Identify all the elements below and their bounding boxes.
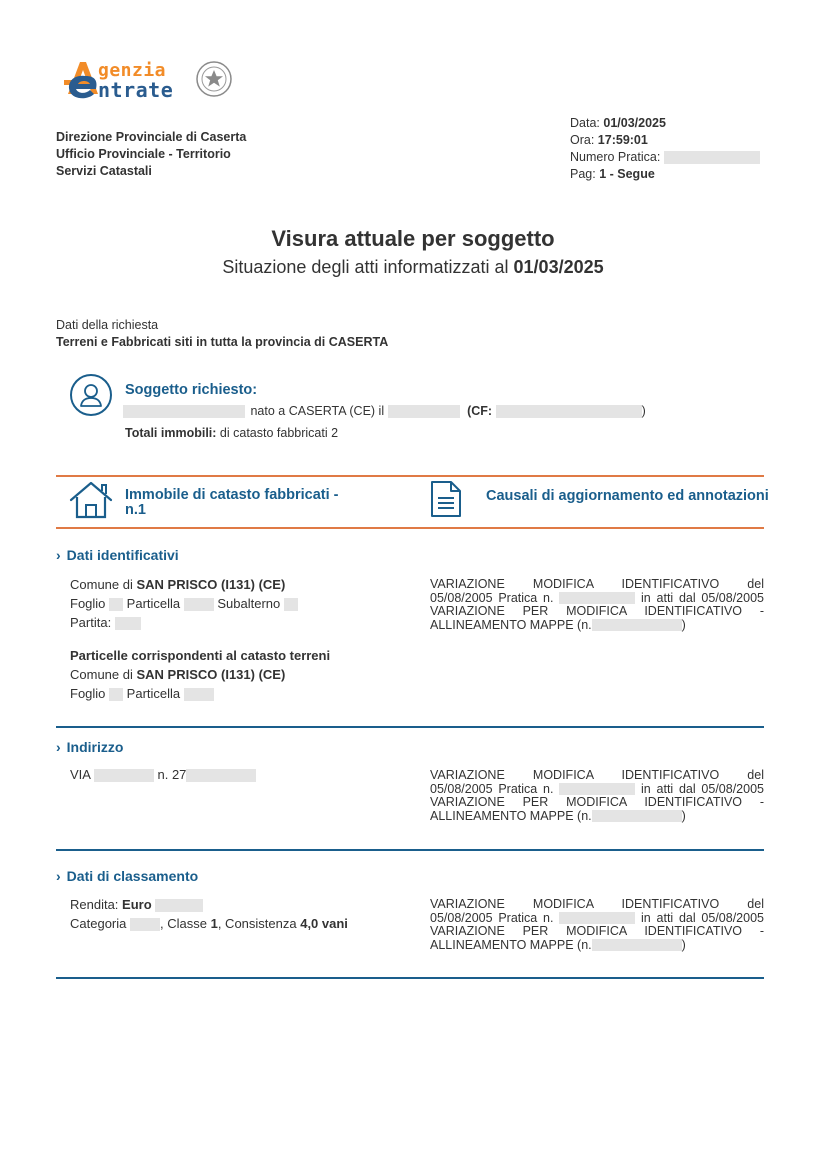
section-title-identificativi: Dati identificativi [66, 547, 179, 563]
foglio-label: Foglio [70, 596, 106, 611]
office-line-3: Servizi Catastali [56, 164, 152, 178]
identificativi-rule [56, 726, 764, 728]
rendita-currency: Euro [122, 897, 152, 912]
subalterno-value-redacted [284, 598, 298, 611]
subtitle-prefix: Situazione degli atti informatizzati al [222, 257, 509, 277]
classamento-rule [56, 977, 764, 979]
meta-time [570, 132, 760, 149]
property-top-rule [56, 475, 764, 477]
chevron-right-icon: › [56, 547, 61, 563]
partita-line [70, 613, 330, 632]
causale-line3: VARIAZIONE PER MODIFICA IDENTIFICATIVO - [430, 604, 764, 618]
date-value: 01/03/2025 [603, 116, 666, 130]
causale-line4: ALLINEAMENTO MAPPE (n. ) [430, 937, 686, 952]
section-dati-classamento[interactable] [56, 868, 198, 884]
meta-date [570, 115, 760, 132]
causale-identificativi [430, 578, 764, 632]
causale-line3: VARIAZIONE PER MODIFICA IDENTIFICATIVO - [430, 924, 764, 938]
document-subtitle [0, 257, 826, 278]
causale-indirizzo [430, 769, 764, 823]
house-icon-svg [68, 480, 114, 520]
document-title: Visura attuale per soggetto [271, 226, 555, 251]
particella-value-redacted [184, 598, 214, 611]
particella2-label: Particella [126, 686, 181, 701]
subalterno-label: Subalterno [217, 596, 281, 611]
office-line-1: Direzione Provinciale di Caserta [56, 130, 247, 144]
subject-cf-label: (CF: [467, 404, 493, 418]
property-title [125, 488, 339, 518]
subject-identity [123, 402, 646, 421]
subject-cf-close: ) [641, 404, 646, 418]
person-icon [70, 374, 112, 416]
comune2-value: SAN PRISCO (I131) (CE) [136, 667, 286, 682]
page-value: 1 - Segue [599, 167, 655, 181]
comune-value: SAN PRISCO (I131) (CE) [136, 577, 286, 592]
categoria-label: Categoria [70, 916, 127, 931]
request-block [56, 317, 388, 351]
house-icon [68, 480, 114, 520]
foglio2-line [70, 684, 330, 703]
subject-cf-redacted [496, 405, 642, 418]
property-title-line2: n.1 [125, 502, 146, 518]
date-label: Data: [570, 116, 600, 130]
comune-label: Comune di [70, 577, 133, 592]
classamento-block [70, 895, 348, 933]
particella-label: Particella [126, 596, 181, 611]
subject-heading: Soggetto richiesto: [125, 382, 258, 398]
chevron-right-icon: › [56, 868, 61, 884]
foglio2-label: Foglio [70, 686, 106, 701]
meta-page [570, 166, 760, 183]
causale-line2: 05/08/2005 Pratica n. in atti dal 05/08/2005 [430, 910, 764, 925]
practice-label: Numero Pratica: [570, 150, 661, 164]
causale-line3: VARIAZIONE PER MODIFICA IDENTIFICATIVO - [430, 795, 764, 809]
causale-line4: ALLINEAMENTO MAPPE (n. ) [430, 617, 686, 632]
causale-line2: 05/08/2005 Pratica n. in atti dal 05/08/2005 [430, 781, 764, 796]
section-indirizzo[interactable] [56, 739, 123, 755]
office-block [56, 129, 246, 180]
partita-value-redacted [115, 617, 141, 630]
subtitle-date: 01/03/2025 [513, 257, 604, 277]
section-dati-identificativi[interactable] [56, 547, 179, 563]
totals-value: di catasto fabbricati 2 [219, 426, 339, 440]
meta-practice [570, 149, 760, 166]
numero-suffix-redacted [186, 769, 256, 782]
document-meta [570, 115, 760, 183]
logo-text-line1: genzia [98, 60, 167, 81]
property-bottom-rule [56, 527, 764, 529]
logo-text-line2: ntrate [98, 78, 174, 102]
comune-line [70, 575, 330, 594]
causale-line1: VARIAZIONE MODIFICA IDENTIFICATIVO del [430, 897, 764, 911]
section-title-classamento: Dati di classamento [66, 868, 199, 884]
foglio-line [70, 594, 330, 613]
identificativi-block [70, 575, 330, 703]
causali-title: Causali di aggiornamento ed annotazioni [486, 488, 769, 504]
property-title-line1: Immobile di catasto fabbricati - [125, 487, 339, 503]
request-scope: Terreni e Fabbricati siti in tutta la provincia di CASERTA [56, 335, 389, 349]
request-label: Dati della richiesta [56, 318, 159, 332]
classe-value: 1 [210, 916, 218, 931]
categoria-line [70, 914, 348, 933]
causale-line1: VARIAZIONE MODIFICA IDENTIFICATIVO del [430, 577, 764, 591]
causale-line4: ALLINEAMENTO MAPPE (n. ) [430, 808, 686, 823]
person-icon-svg [72, 376, 110, 414]
consistenza-label: , Consistenza [217, 916, 297, 931]
subject-birthdate-redacted [388, 405, 460, 418]
totals-label: Totali immobili: [125, 426, 217, 440]
subject-name-redacted [123, 405, 245, 418]
rendita-line [70, 895, 348, 914]
comune2-label: Comune di [70, 667, 133, 682]
causale-classamento [430, 898, 764, 952]
via-name-redacted [94, 769, 154, 782]
subject-born: nato a CASERTA (CE) il [250, 404, 385, 418]
document-icon-svg [430, 480, 462, 518]
terreni-heading: Particelle corrispondenti al catasto terreni [70, 648, 331, 663]
causale-line2: 05/08/2005 Pratica n. in atti dal 05/08/2005 [430, 590, 764, 605]
particella2-value-redacted [184, 688, 214, 701]
time-value: 17:59:01 [597, 133, 648, 147]
partita-label: Partita: [70, 615, 112, 630]
foglio2-value-redacted [109, 688, 123, 701]
classe-label: , Classe [160, 916, 207, 931]
subject-totals [125, 424, 338, 443]
foglio-value-redacted [109, 598, 123, 611]
chevron-right-icon: › [56, 739, 61, 755]
causale-line1: VARIAZIONE MODIFICA IDENTIFICATIVO del [430, 768, 764, 782]
office-line-2: Ufficio Provinciale - Territorio [56, 147, 231, 161]
categoria-value-redacted [130, 918, 160, 931]
via-label: VIA [70, 767, 91, 782]
practice-value-redacted [664, 151, 760, 164]
numero-label: n. 27 [157, 767, 187, 782]
rendita-label: Rendita: [70, 897, 119, 912]
page-label: Pag: [570, 167, 596, 181]
indirizzo-block [70, 765, 256, 784]
agenzia-entrate-logo [62, 56, 234, 106]
rendita-value-redacted [155, 899, 203, 912]
section-title-indirizzo: Indirizzo [66, 739, 124, 755]
comune2-line [70, 665, 330, 684]
time-label: Ora: [570, 133, 595, 147]
consistenza-value: 4,0 vani [300, 916, 348, 931]
indirizzo-rule [56, 849, 764, 851]
document-icon [430, 480, 462, 518]
